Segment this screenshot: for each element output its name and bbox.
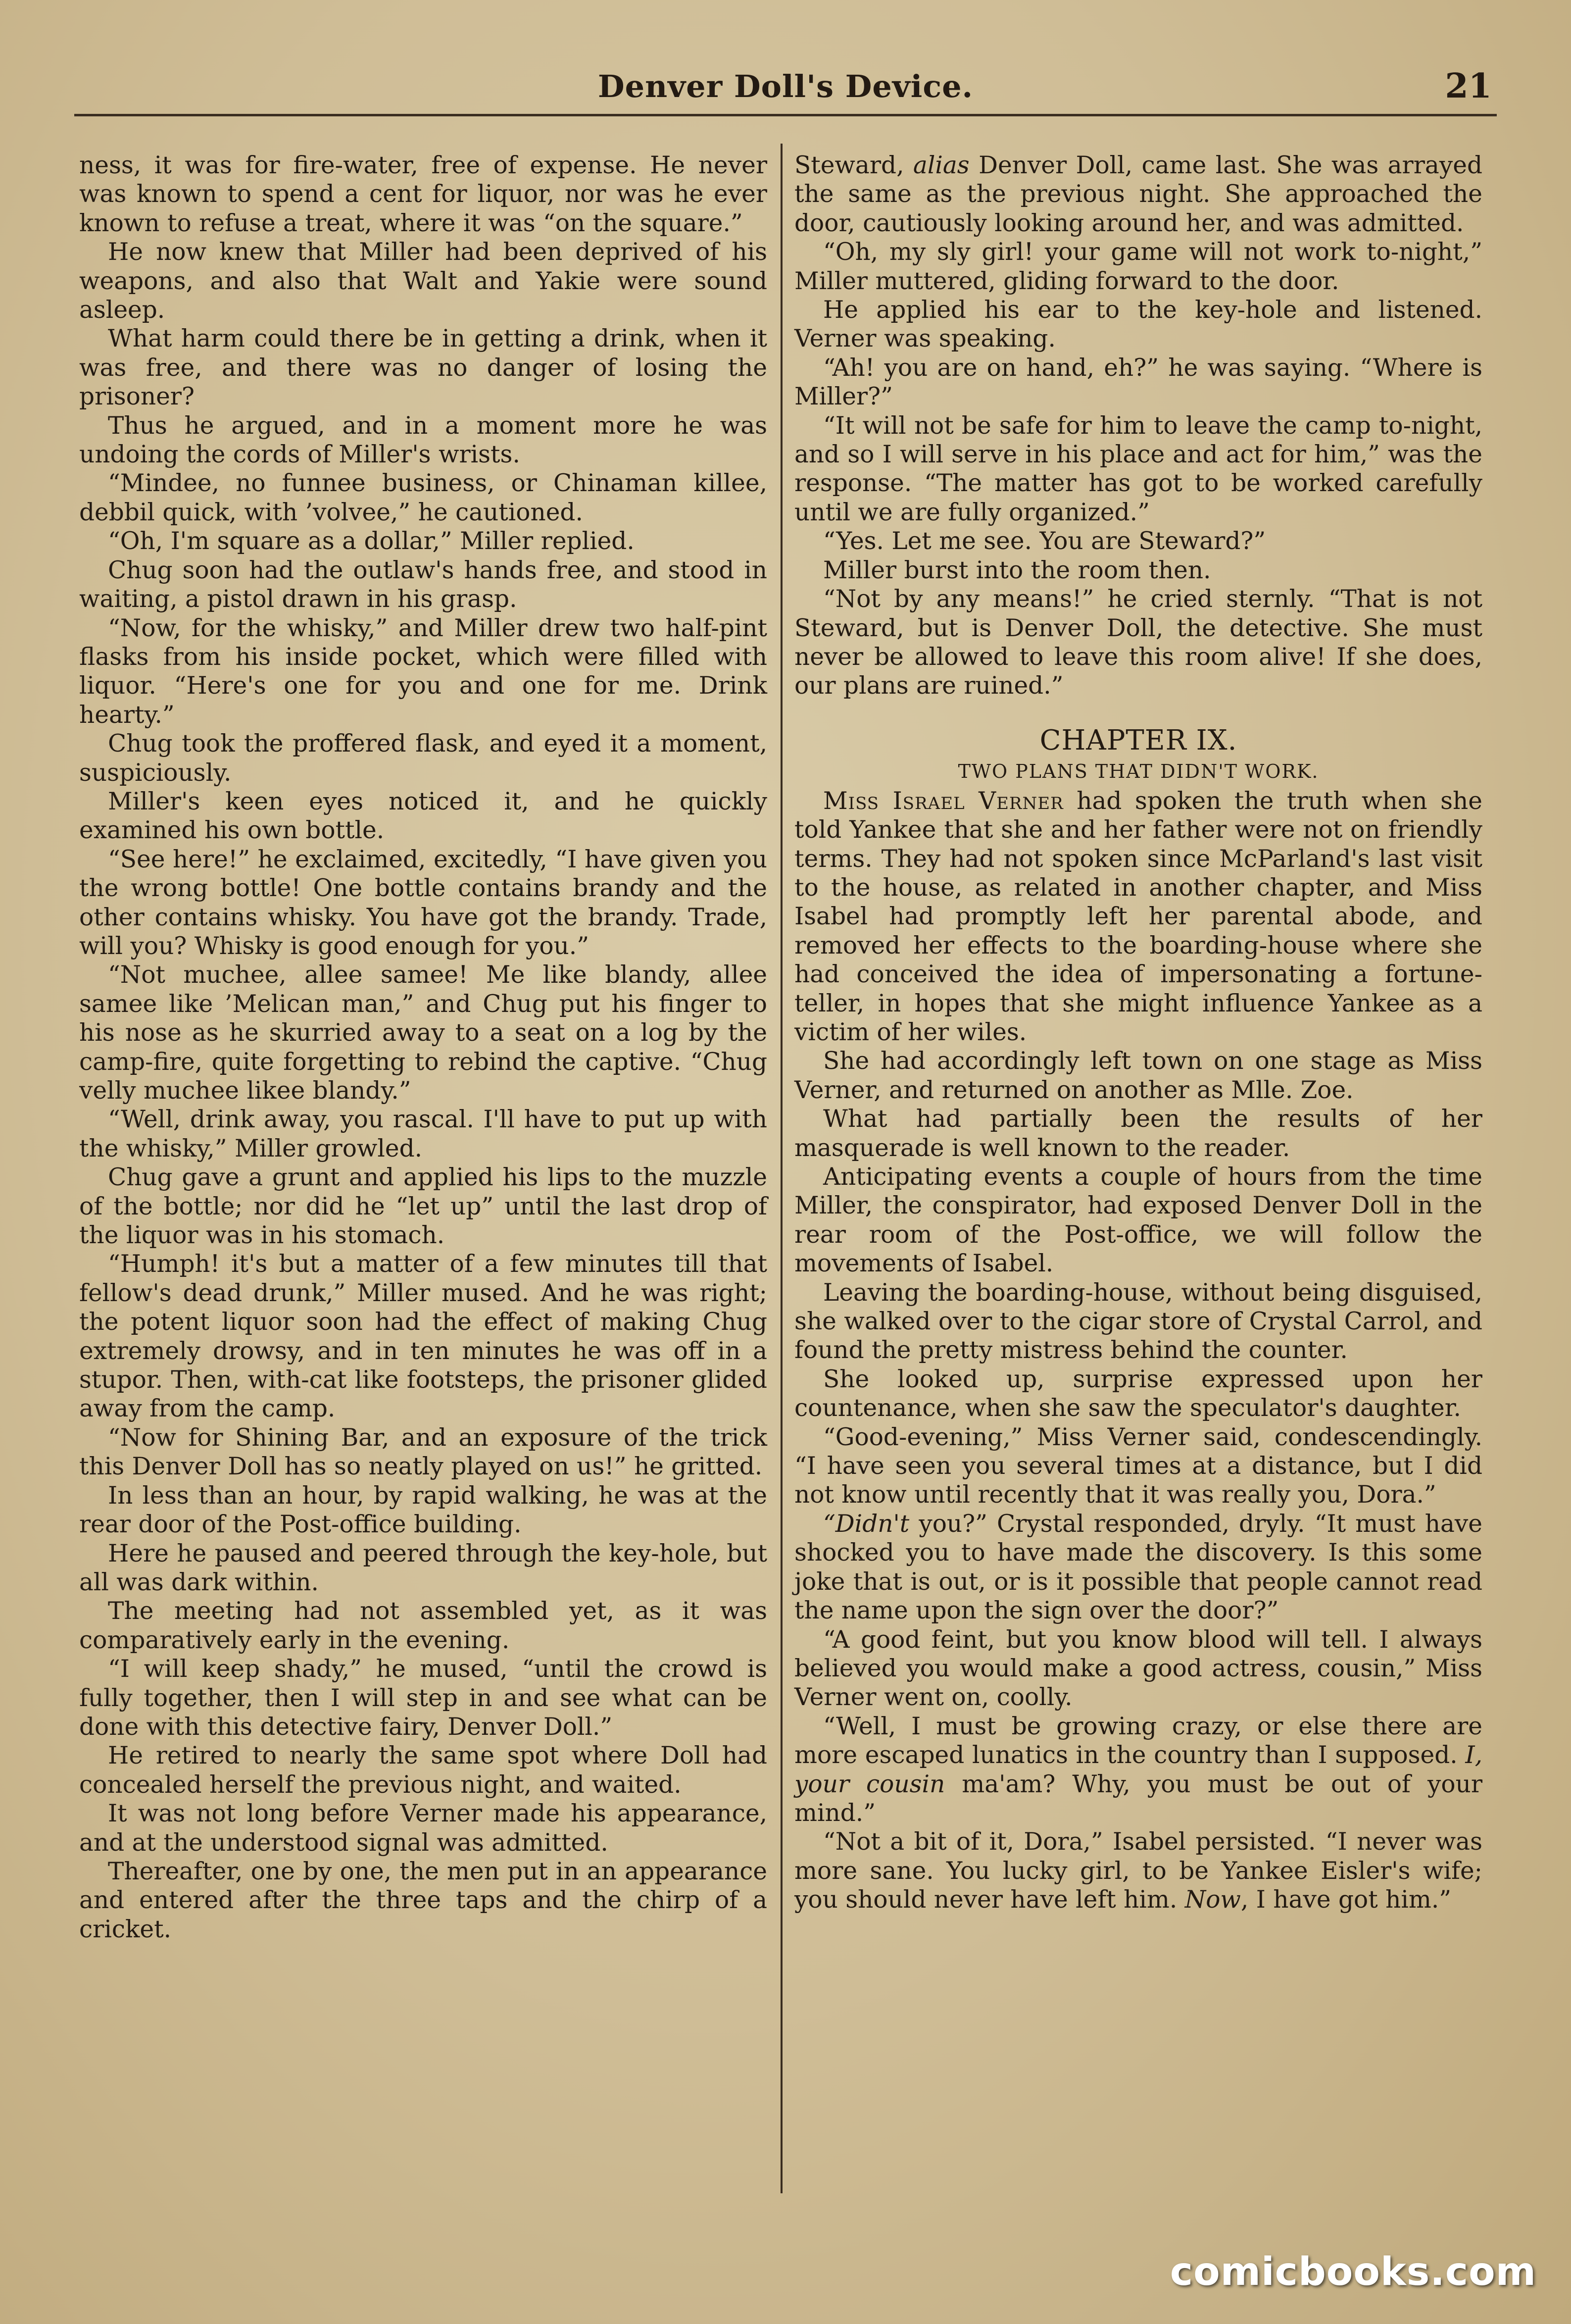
paragraph: “Not by any means!” he cried sternly. “That is not Steward, but is Denver Doll, the detective. She must never be allowed to leave this room alive! If she does, our plans are ruined.” xyxy=(794,585,1482,700)
paragraph: “It will not be safe for him to leave the camp to-night, and so I will serve in his place and act for him,” was the response. “The matter has got to be worked carefully until we are fully organized.” xyxy=(794,411,1482,526)
left-column xyxy=(79,151,767,1944)
watermark: comicbooks.com xyxy=(1170,2250,1536,2294)
paragraph: “Oh, I'm square as a dollar,” Miller replied. xyxy=(108,527,635,556)
paragraph: The meeting had not assembled yet, as it was comparatively early in the evening. xyxy=(79,1597,767,1654)
paragraph: He applied his ear to the key-hole and listened. Verner was speaking. xyxy=(794,296,1482,353)
paragraph xyxy=(794,1827,1482,1914)
paragraph: “Mindee, no funnee business, or Chinaman killee, debbil quick, with ’volvee,” he cautioned. xyxy=(79,469,767,526)
paragraph: Miller burst into the room then. xyxy=(823,556,1211,584)
paragraph: “Now for Shining Bar, and an exposure of the trick this Denver Doll has so neatly played on us!” he gritted. xyxy=(79,1423,767,1481)
paragraph: Chug gave a grunt and applied his lips to the muzzle of the bottle; nor did he “let up” until the last drop of the liquor was in his stomach. xyxy=(79,1163,767,1250)
paragraph: “Oh, my sly girl! your game will not work to-night,” Miller muttered, gliding forward to the door. xyxy=(794,238,1482,295)
chapter-subtitle: TWO PLANS THAT DIDN'T WORK. xyxy=(958,760,1319,782)
paragraph: Miller's keen eyes noticed it, and he quickly examined his own bottle. xyxy=(79,787,767,845)
paragraph: It was not long before Verner made his appearance, and at the understood signal was admitted. xyxy=(79,1800,767,1857)
text: , I have got him.” xyxy=(1240,1886,1452,1914)
paragraph: “I will keep shady,” he mused, “until the crowd is fully together, then I will step in and see what can be done with this detective fairy, Denver Doll.” xyxy=(79,1655,767,1741)
paragraph: In less than an hour, by rapid walking, he was at the rear door of the Post-office building. xyxy=(79,1481,767,1539)
text: you?” Crystal responded, dryly. “It must have shocked you to have made the discovery. Is this some joke that is out, or is it possible that people cannot read the name upon the sign over the door?” xyxy=(794,1510,1482,1625)
paragraph: “Now, for the whisky,” and Miller drew two half-pint flasks from his inside pocket, which were filled with liquor. “Here's one for you and one for me. Drink hearty.” xyxy=(79,614,767,729)
italic-text: Now xyxy=(1184,1886,1241,1914)
paragraph: He now knew that Miller had been deprived of his weapons, and also that Walt and Yakie were sound asleep. xyxy=(79,238,767,324)
text: “Not a bit of it, Dora,” Isabel persisted. “I never was more sane. You lucky girl, to be Yankee Eisler's wife; you should never have left him. xyxy=(794,1828,1482,1914)
italic-text: alias xyxy=(913,152,970,179)
text: Denver Doll, came last. She was arrayed the same as the previous night. She approached the door, cautiously looking around her, and was admitted. xyxy=(794,152,1482,237)
paragraph: ness, it was for fire-water, free of expense. He never was known to spend a cent for liquor, nor was he ever known to refuse a treat, where it was “on the square.” xyxy=(79,152,767,237)
page-header xyxy=(74,59,1497,116)
paragraph: Anticipating events a couple of hours from the time Miller, the conspirator, had exposed Denver Doll in the rear room of the Post-office, we will follow the movements of Isabel. xyxy=(794,1163,1482,1278)
paragraph: He retired to nearly the same spot where Doll had concealed herself the previous night, and waited. xyxy=(79,1742,767,1799)
paragraph: “Ah! you are on hand, eh?” he was saying. “Where is Miller?” xyxy=(794,354,1482,411)
paragraph: Chug soon had the outlaw's hands free, and stood in waiting, a pistol drawn in his grasp. xyxy=(79,556,767,613)
small-caps-text: Miss Israel Verner xyxy=(823,787,1064,815)
text: ma'am? Why, you must be out of your mind.” xyxy=(794,1770,1483,1827)
paragraph: “Humph! it's but a matter of a few minutes till that fellow's dead drunk,” Miller mused. And he was right; the potent liquor soon had the effect of making Chug extremely drowsy, and in ten minutes he was off in a stupor. Then, with-cat like footsteps, the prisoner glided away from the camp. xyxy=(79,1250,767,1423)
paragraph: Chug took the proffered flask, and eyed it a moment, suspiciously. xyxy=(79,730,767,787)
paragraph: She looked up, surprise expressed upon her countenance, when she saw the speculator's daughter. xyxy=(794,1365,1482,1422)
paragraph: “See here!” he exclaimed, excitedly, “I have given you the wrong bottle! One bottle contains brandy and the other contains whisky. You have got the brandy. Trade, will you? Whisky is good enough for you.” xyxy=(79,845,767,960)
paragraph: Thereafter, one by one, the men put in an appearance and entered after the three taps and the chirp of a cricket. xyxy=(79,1857,767,1943)
right-column xyxy=(794,151,1482,1915)
paragraph: “Not muchee, allee samee! Me like blandy, allee samee like ’Melican man,” and Chug put his finger to his nose as he skurried away to a seat on a log by the camp-fire, quite forgetting to rebind the captive. “Chug velly muchee likee blandy.” xyxy=(79,961,767,1105)
page-number: 21 xyxy=(1445,66,1492,106)
text: had spoken the truth when she told Yankee that she and her father were not on friendly terms. They had not spoken since McParland's last visit to the house, as related in another chapter, and Miss Isabel had promptly left her parental abode, and removed her effects to the boarding-house where she had conceived the idea of impersonating a fortune-teller, in hopes that she might influence Yankee as a victim of her wiles. xyxy=(794,787,1482,1046)
column-divider xyxy=(781,144,783,2193)
paragraph: “Yes. Let me see. You are Steward?” xyxy=(823,527,1266,556)
paragraph: “Good-evening,” Miss Verner said, condescendingly. “I have seen you several times at a distance, but I did not know until recently that it was really you, Dora.” xyxy=(794,1423,1482,1509)
paragraph xyxy=(794,151,1482,238)
paragraph: Leaving the boarding-house, without being disguised, she walked over to the cigar store of Crystal Carrol, and found the pretty mistress behind the counter. xyxy=(794,1278,1482,1364)
paragraph: What had partially been the results of her masquerade is well known to the reader. xyxy=(794,1105,1482,1162)
italic-text: “Didn't xyxy=(823,1510,910,1538)
text: “Well, I must be growing crazy, or else there are more escaped lunatics in the country than I supposed. xyxy=(794,1712,1482,1769)
paragraph: “Well, drink away, you rascal. I'll have to put up with the whisky,” Miller growled. xyxy=(79,1106,767,1162)
paragraph: Thus he argued, and in a moment more he was undoing the cords of Miller's wrists. xyxy=(79,411,767,469)
running-title: Denver Doll's Device. xyxy=(597,68,974,104)
paragraph xyxy=(794,1510,1482,1625)
italic-text: I, your cousin xyxy=(794,1741,1482,1798)
paragraph xyxy=(794,787,1482,1047)
paragraph: She had accordingly left town on one stage as Miss Verner, and returned on another as Mlle. Zoe. xyxy=(794,1047,1482,1104)
paragraph: What harm could there be in getting a drink, when it was free, and there was no danger of losing the prisoner? xyxy=(79,325,767,411)
paragraph: “A good feint, but you know blood will tell. I always believed you would make a good actress, cousin,” Miss Verner went on, coolly. xyxy=(794,1625,1482,1712)
text: Steward, xyxy=(794,152,913,179)
chapter-title: CHAPTER IX. xyxy=(1039,724,1237,757)
paragraph xyxy=(794,1712,1482,1828)
paragraph: Here he paused and peered through the key-hole, but all was dark within. xyxy=(79,1539,767,1596)
